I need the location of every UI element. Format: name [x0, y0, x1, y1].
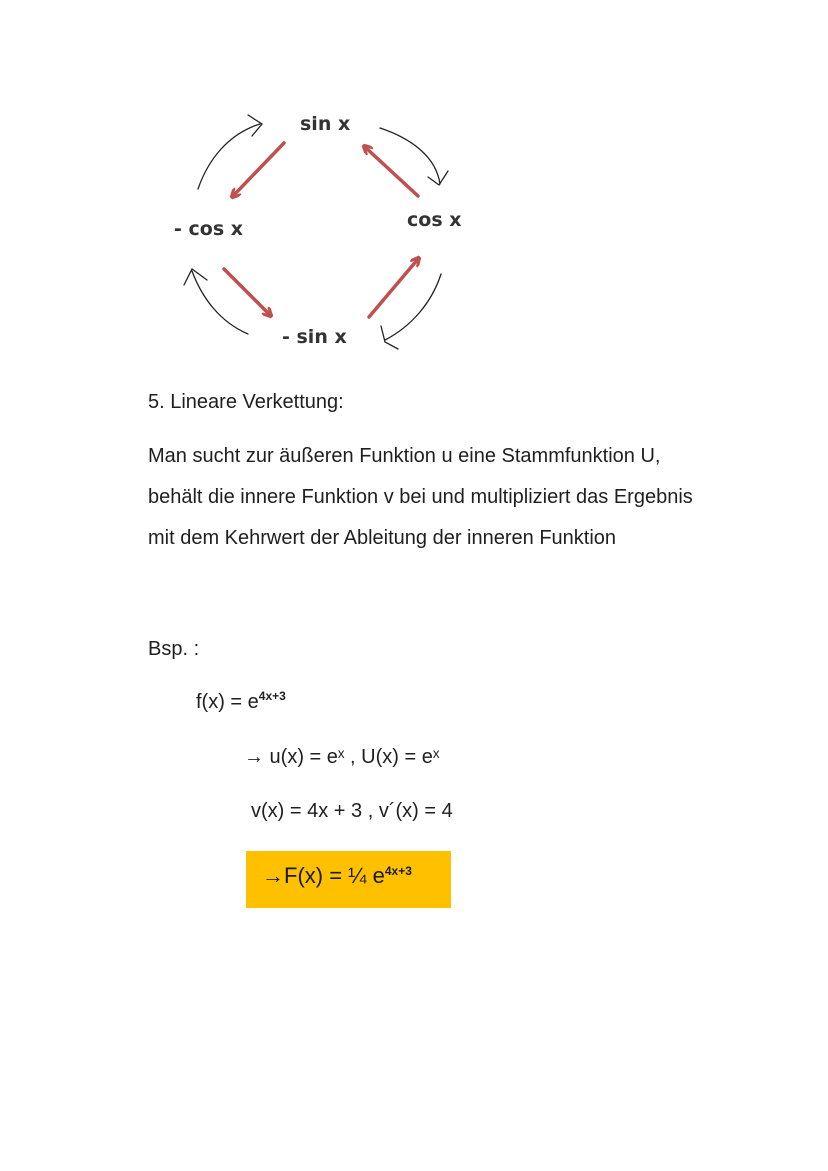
curved-arrow-bottom-left-head — [184, 269, 207, 285]
red-arrow-minus-cos-to-minus-sin — [224, 269, 270, 315]
outer-function-line: → u(x) = eˣ , U(x) = eˣ — [244, 746, 440, 768]
result-base: →F(x) = ¼ e — [262, 863, 385, 888]
curved-arrow-bottom-right — [385, 274, 441, 340]
curved-arrow-top-right — [380, 128, 440, 184]
result-formula — [262, 862, 412, 893]
derivative-cycle-diagram — [0, 0, 828, 380]
function-exponent: 4x+3 — [258, 689, 286, 703]
label-cos: cos x — [407, 209, 462, 231]
curved-arrow-bottom-left — [192, 271, 248, 334]
example-label: Bsp. : — [148, 638, 200, 660]
curved-arrow-top-right-head — [428, 171, 448, 185]
label-minus-cos: - cos x — [174, 218, 243, 240]
inner-function-line: v(x) = 4x + 3 , v´(x) = 4 — [251, 800, 453, 822]
paragraph-line-3: mit dem Kehrwert der Ableitung der inneren Funktion — [148, 527, 617, 549]
result-exponent: 4x+3 — [384, 864, 412, 878]
red-arrow-minus-sin-to-cos — [369, 259, 418, 317]
red-arrow-sin-to-minus-cos — [233, 143, 284, 196]
paragraph-line-1: Man sucht zur äußeren Funktion u eine Stammfunktion U, — [148, 445, 661, 467]
red-arrow-cos-to-sin — [365, 147, 418, 196]
function-base: f(x) = e — [196, 691, 259, 713]
section-heading: 5. Lineare Verkettung: — [148, 391, 344, 413]
label-sin: sin x — [300, 113, 351, 135]
function-definition — [196, 689, 286, 717]
label-minus-sin: - sin x — [282, 326, 347, 348]
paragraph-line-2: behält die innere Funktion v bei und multipliziert das Ergebnis — [148, 486, 693, 508]
